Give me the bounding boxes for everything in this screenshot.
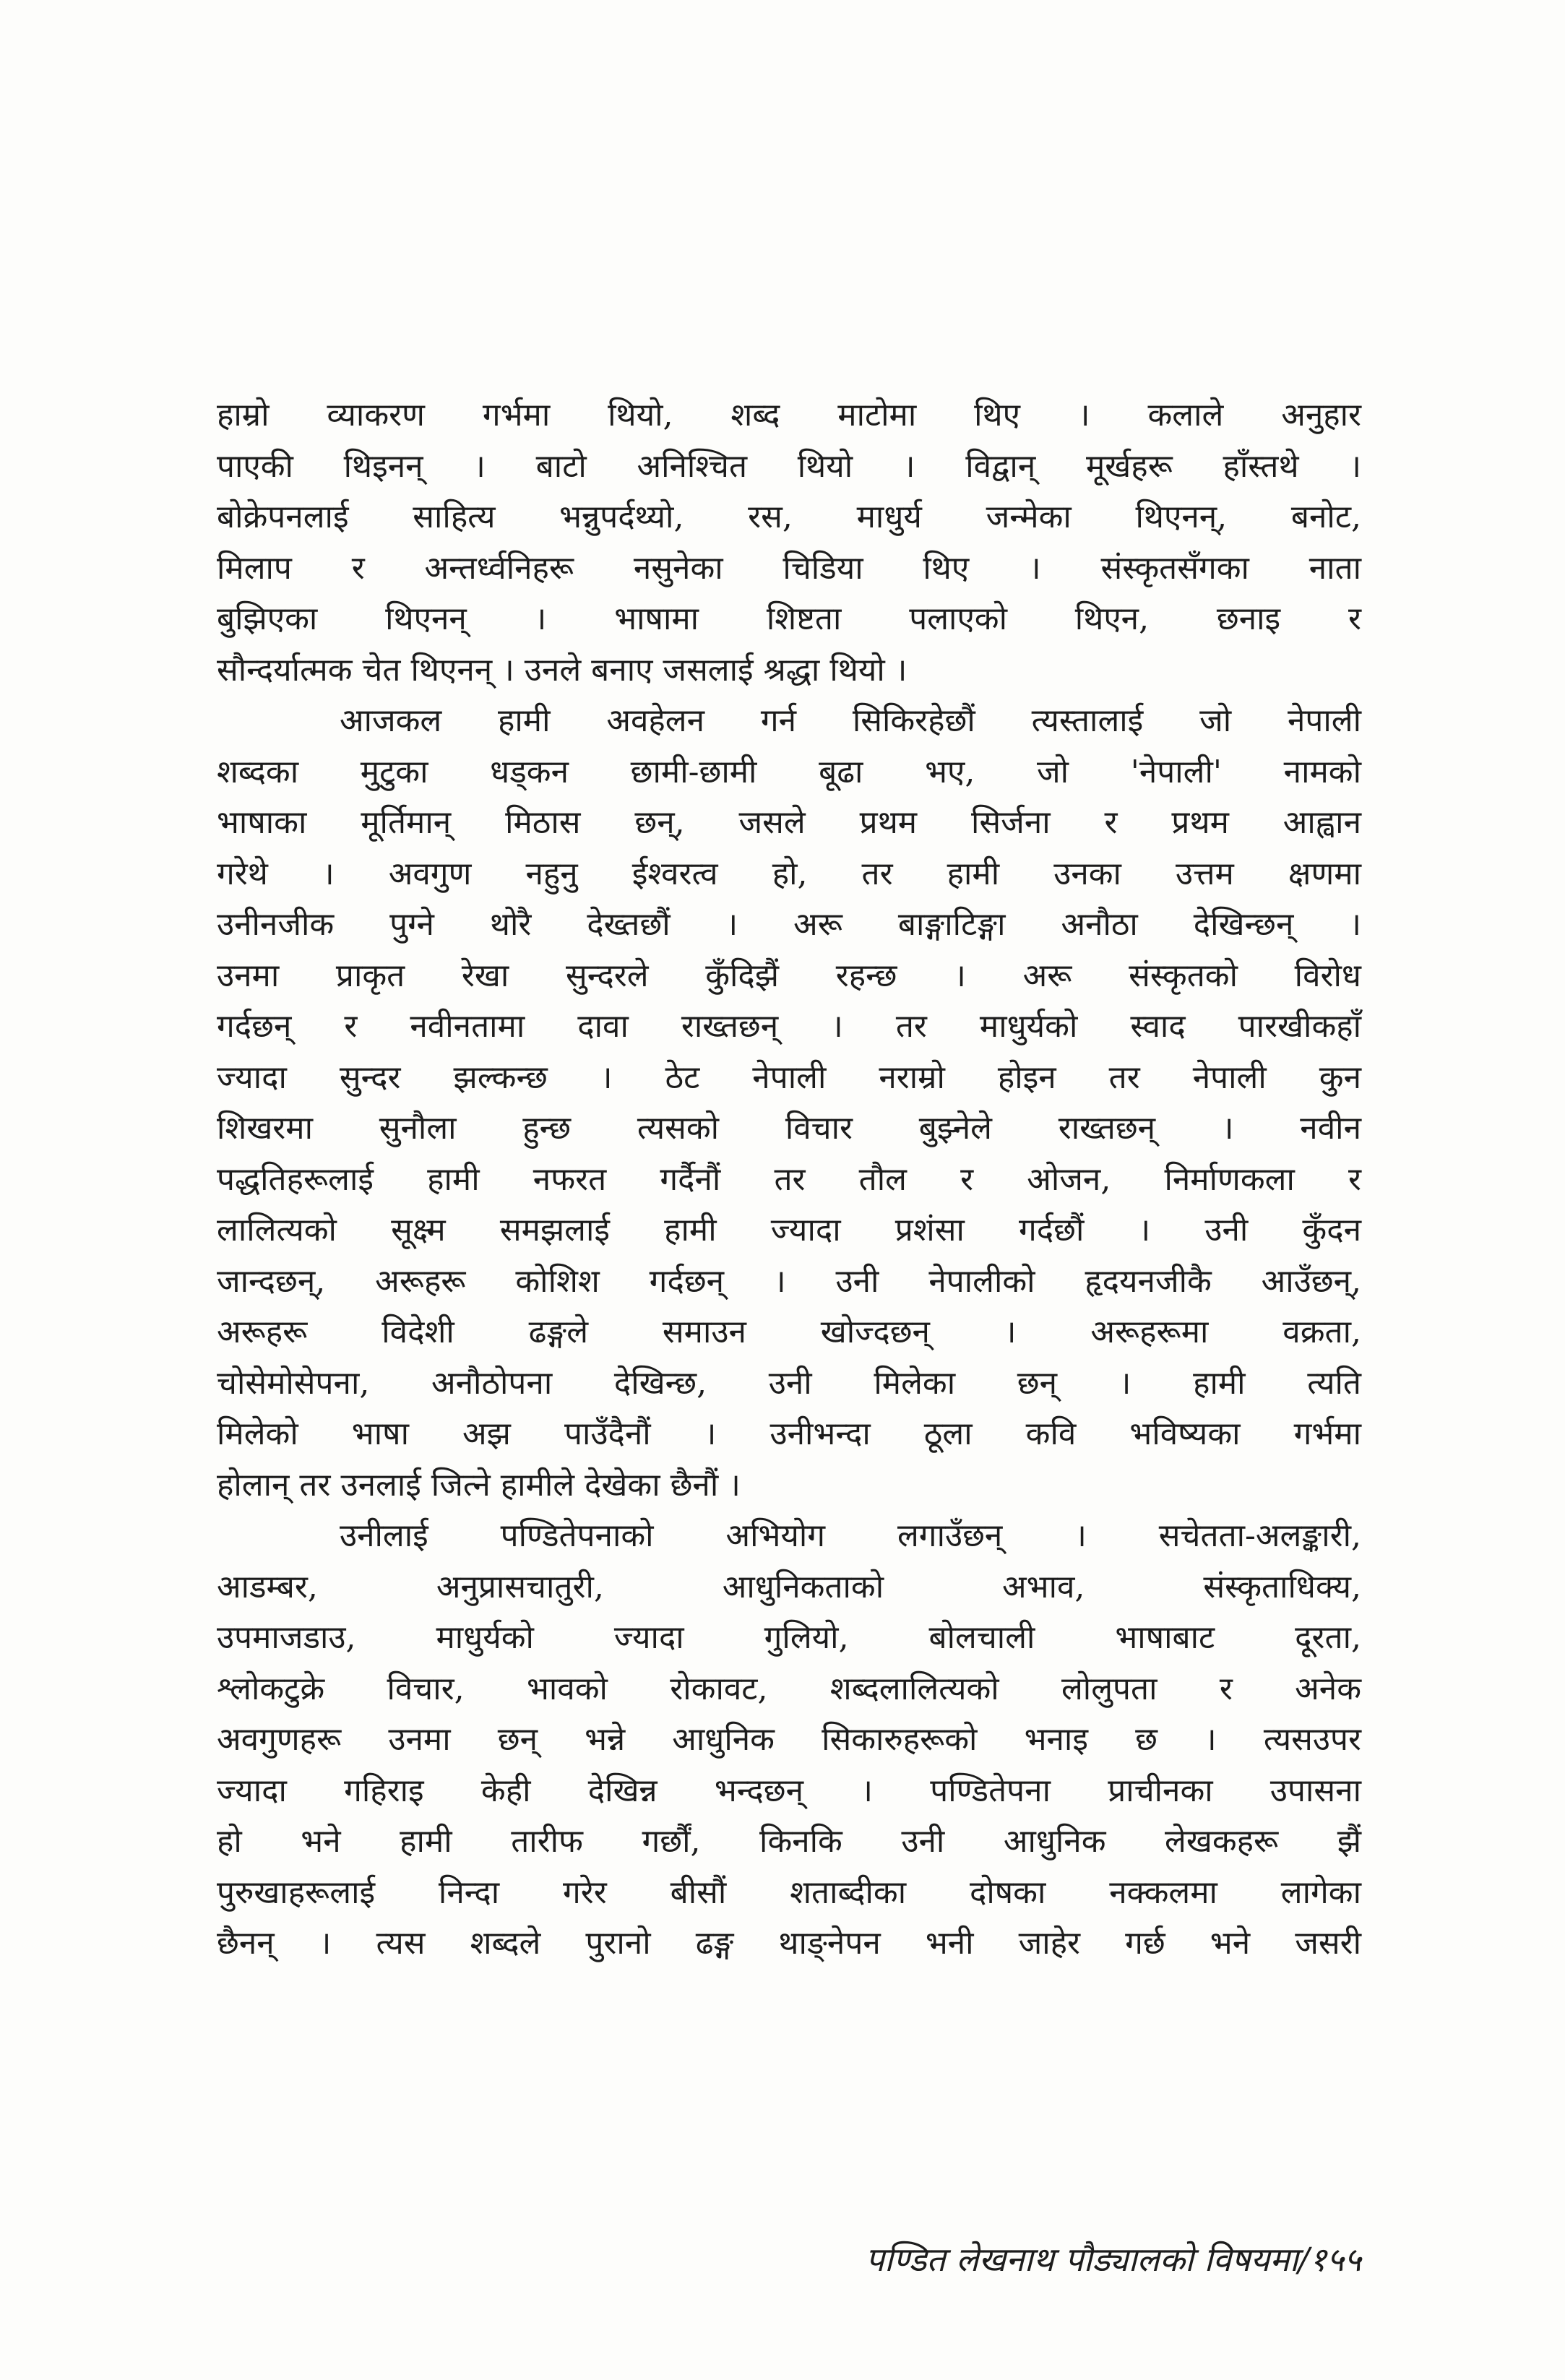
- text-line: लालित्यको सूक्ष्म समझलाई हामी ज्यादा प्रशंसा गर्दछौं । उनी कुँदन: [217, 1212, 1361, 1249]
- text-line: शब्दका मुटुका धड्कन छामी-छामी बूढा भए, जो 'नेपाली' नामको: [217, 753, 1361, 790]
- text-line: ज्यादा गहिराइ केही देखिन्न भन्दछन् । पण्डितेपना प्राचीनका उपासना: [217, 1772, 1361, 1809]
- text-line: श्लोकटुक्रे विचार, भावको रोकावट, शब्दलालित्यको लोलुपता र अनेक: [217, 1670, 1361, 1707]
- text-line: पद्धतिहरूलाई हामी नफरत गर्दैनौं तर तौल र ओजन, निर्माणकला र: [217, 1160, 1361, 1198]
- paragraph-start-line: आजकल हामी अवहेलन गर्न सिकिरहेछौं त्यस्तालाई जो नेपाली: [340, 702, 1361, 739]
- text-line: होलान् तर उनलाई जित्ने हामीले देखेका छैनौं ।: [217, 1466, 741, 1504]
- running-footer: पण्डित लेखनाथ पौड्यालको विषयमा/१५५: [865, 2240, 1361, 2279]
- text-line: हाम्रो व्याकरण गर्भमा थियो, शब्द माटोमा थिए । कलाले अनुहार: [217, 397, 1361, 434]
- body-text: [217, 390, 1361, 1970]
- text-line: सौन्दर्यात्मक चेत थिएनन् । उनले बनाए जसलाई श्रद्धा थियो ।: [217, 651, 907, 689]
- text-line: उनीनजीक पुग्ने थोरै देख्तछौं । अरू बाङ्गाटिङ्गा अनौठा देखिन्छन् ।: [217, 906, 1361, 943]
- text-line: बुझिएका थिएनन् । भाषामा शिष्टता पलाएको थिएन, छनाइ र: [217, 600, 1361, 637]
- text-line: बोक्रेपनलाई साहित्य भन्नुपर्दथ्यो, रस, माधुर्य जन्मेका थिएनन्, बनोट,: [217, 499, 1361, 535]
- text-line: चोसेमोसेपना, अनौठोपना देखिन्छ, उनी मिलेका छन् । हामी त्यति: [217, 1364, 1361, 1402]
- text-line: पाएकी थिइनन् । बाटो अनिश्चित थियो । विद्वान् मूर्खहरू हाँस्तथे ।: [217, 447, 1361, 485]
- paragraph-start-line: उनीलाई पण्डितेपनाको अभियोग लगाउँछन् । सचेतता-अलङ्कारी,: [340, 1517, 1361, 1554]
- text-line: उनमा प्राकृत रेखा सुन्दरले कुँदिझैं रहन्छ । अरू संस्कृतको विरोध: [217, 957, 1361, 994]
- text-line: पुरुखाहरूलाई निन्दा गरेर बीसौं शताब्दीका दोषका नक्कलमा लागेका: [217, 1874, 1361, 1911]
- text-line: हो भने हामी तारीफ गर्छौं, किनकि उनी आधुनिक लेखकहरू झैं: [217, 1823, 1361, 1860]
- text-line: भाषाका मूर्तिमान् मिठास छन्, जसले प्रथम सिर्जना र प्रथम आह्वान: [217, 804, 1361, 841]
- text-line: उपमाजडाउ, माधुर्यको ज्यादा गुलियो, बोलचाली भाषाबाट दूरता,: [217, 1619, 1361, 1656]
- text-line: गर्दछन् र नवीनतामा दावा राख्तछन् । तर माधुर्यको स्वाद पारखीकहाँ: [217, 1008, 1361, 1045]
- text-line: जान्दछन्, अरूहरू कोशिश गर्दछन् । उनी नेपालीको हृदयनजीकै आउँछन्,: [217, 1262, 1361, 1300]
- text-line: अरूहरू विदेशी ढङ्गले समाउन खोज्दछन् । अरूहरूमा वक्रता,: [217, 1314, 1361, 1350]
- text-line: मिलाप र अन्तर्ध्वनिहरू नसुनेका चिडिया थिए । संस्कृतसँगका नाता: [217, 549, 1361, 587]
- text-line: शिखरमा सुनौला हुन्छ त्यसको विचार बुझ्नेले राख्तछन् । नवीन: [217, 1110, 1361, 1147]
- text-line: अवगुणहरू उनमा छन् भन्ने आधुनिक सिकारुहरूको भनाइ छ । त्यसउपर: [217, 1721, 1361, 1758]
- text-line: ज्यादा सुन्दर झल्कन्छ । ठेट नेपाली नराम्रो होइन तर नेपाली कुन: [217, 1059, 1361, 1096]
- text-line: मिलेको भाषा अझ पाउँदैनौं । उनीभन्दा ठूला कवि भविष्यका गर्भमा: [217, 1415, 1361, 1452]
- text-line: आडम्बर, अनुप्रासचातुरी, आधुनिकताको अभाव, संस्कृताधिक्य,: [217, 1568, 1361, 1605]
- text-line: छैनन् । त्यस शब्दले पुरानो ढङ्ग थाङ्नेपन भनी जाहेर गर्छ भने जसरी: [217, 1925, 1361, 1962]
- text-line: गरेथे । अवगुण नहुनु ईश्वरत्व हो, तर हामी उनका उत्तम क्षणमा: [217, 855, 1361, 892]
